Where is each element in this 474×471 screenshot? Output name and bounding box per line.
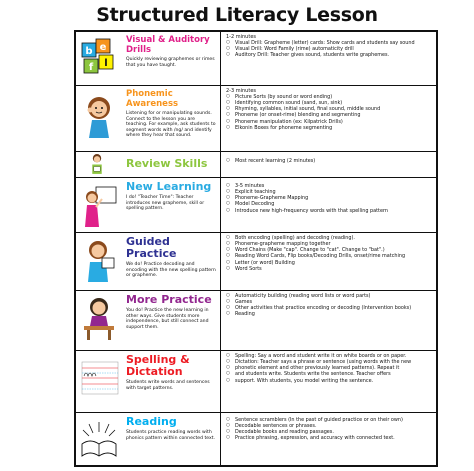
row-description: Students practice reading words with phonics pattern within connected text. [126, 430, 215, 441]
svg-text:f: f [88, 62, 94, 73]
list-item: ○ Introduce new high-frequency words with that spelling pattern [226, 208, 433, 214]
row-items [226, 183, 433, 214]
svg-text:l: l [104, 58, 108, 69]
row-description: You do! Practice the new learning in other ways. Give students more independence, but still connect and support them. [126, 308, 209, 330]
list-item: ○ Picture Sorts (by sound or word ending) [226, 94, 433, 100]
list-item: ○ Word Sorts [226, 266, 433, 272]
list-item: ○ Phoneme-Grapheme Mapping [226, 195, 433, 201]
list-item: ○ Phoneme-grapheme mapping together [226, 241, 433, 247]
row-items [226, 417, 433, 442]
list-item: ○ Elkonin Boxes for phoneme segmenting [226, 125, 433, 131]
row-description: Students write words and sentences with target patterns. [126, 380, 210, 391]
row-items [226, 293, 433, 318]
row-description: We do! Practice decoding and encoding with the new spelling pattern or grapheme. [126, 262, 216, 279]
row-reading [76, 413, 436, 465]
list-item: ○ Decodable books and reading passages. [226, 429, 433, 435]
row-new-learning [76, 178, 436, 233]
row-description: I do! "Teacher Time": Teacher introduces new grapheme, skill or spelling pattern. [126, 195, 205, 212]
list-item: ○ Visual Drill: Word Family (rime) automaticity drill [226, 46, 433, 52]
row-description: Quickly reviewing graphemes or rimes that you have taught. [126, 57, 215, 68]
row-items [226, 158, 433, 164]
row-heading: Phonemic Awareness [126, 89, 179, 109]
list-item: ○ Identifying common sound (sand, sun, sink) [226, 100, 433, 106]
child-with-card-icon [80, 238, 118, 282]
row-review-skills [76, 152, 436, 178]
list-item: ○ 3-5 minutes [226, 183, 433, 189]
row-spelling-dictation [76, 351, 436, 413]
list-item: ○ Practice phrasing, expression, and accuracy with connected text. [226, 435, 433, 441]
page-title: Structured Literacy Lesson [96, 4, 378, 26]
row-description: Listening for or manipulating sounds. Connect to the lesson you are teaching. For example, ask students to segment words with /ng/ and identify where they hear that sound. [126, 111, 216, 139]
row-more-practice [76, 291, 436, 351]
list-item: ○ Decodable sentences or phrases. [226, 423, 433, 429]
row-time: 1-2 minutes [226, 34, 256, 40]
list-item: ○ Letter (or word) Building [226, 260, 433, 266]
list-item: ○ Phoneme (or onset-rime) blending and segmenting [226, 112, 433, 118]
list-item: ○ Auditory Drill: Teacher gives sound, students write graphemes. [226, 52, 433, 58]
list-item: ○ support. With students, you model writing the sentence. [226, 378, 433, 384]
lesson-table [74, 30, 438, 467]
list-item: ○ Most recent learning (2 minutes) [226, 158, 433, 164]
row-heading: Review Skills [126, 157, 208, 170]
list-item: ○ Automaticity building (reading word lists or word parts) [226, 293, 433, 299]
handwriting-paper-icon [78, 356, 122, 400]
svg-text:b: b [85, 46, 93, 57]
list-item: ○ phonetic element and other previously learned patterns). Repeat it [226, 365, 433, 371]
row-heading: New Learning [126, 180, 212, 193]
boy-with-book-icon [86, 153, 108, 176]
teacher-at-board-icon [80, 183, 118, 227]
list-item: ○ Spelling: Say a word and student write it on white boards or on paper. [226, 353, 433, 359]
list-item: ○ Sentence scramblers (In the past of guided practice or on their own) [226, 417, 433, 423]
open-book-icon [80, 418, 118, 462]
girl-listening-icon [80, 94, 118, 138]
list-item: ○ Reading [226, 311, 433, 317]
row-time: 2-3 minutes [226, 88, 256, 94]
row-heading: Spelling & Dictation [126, 353, 190, 378]
list-item: ○ Word Chains (Make "cap". Change to "cat". Change to "bat".) [226, 247, 433, 253]
list-item: ○ Explicit teaching [226, 189, 433, 195]
letter-cubes-icon [80, 37, 118, 81]
row-heading: Reading [126, 415, 177, 428]
row-items [226, 40, 433, 58]
row-phonemic-awareness [76, 86, 436, 152]
row-visual-auditory-drills [76, 32, 436, 86]
list-item: ○ Both encoding (spelling) and decoding (reading). [226, 235, 433, 241]
list-item: ○ Rhyming, syllables, initial sound, final sound, middle sound [226, 106, 433, 112]
row-guided-practice [76, 233, 436, 291]
row-items [226, 353, 433, 384]
list-item: ○ Dictation: Teacher says a phrase or sentence (using words with the new [226, 359, 433, 365]
row-heading: More Practice [126, 293, 212, 306]
row-items [226, 94, 433, 131]
svg-text:e: e [99, 42, 107, 53]
girl-at-desk-icon [80, 296, 118, 340]
row-heading: Guided Practice [126, 235, 177, 260]
list-item: ○ Reading Word Cards, Flip books/Decoding Drills, onset/rime matching [226, 253, 433, 259]
list-item: ○ and students write. Students write the sentence. Teacher offers [226, 371, 433, 377]
row-items [226, 235, 433, 272]
list-item: ○ Visual Drill: Grapheme (letter) cards: Show cards and students say sound [226, 40, 433, 46]
list-item: ○ Phoneme manipulation (ex: Kilpatrick Drills) [226, 119, 433, 125]
list-item: ○ Other activities that practice encoding or decoding (Intervention books) [226, 305, 433, 311]
row-heading: Visual & Auditory Drills [126, 35, 210, 55]
list-item: ○ Games [226, 299, 433, 305]
list-item: ○ Model Decoding [226, 201, 433, 207]
